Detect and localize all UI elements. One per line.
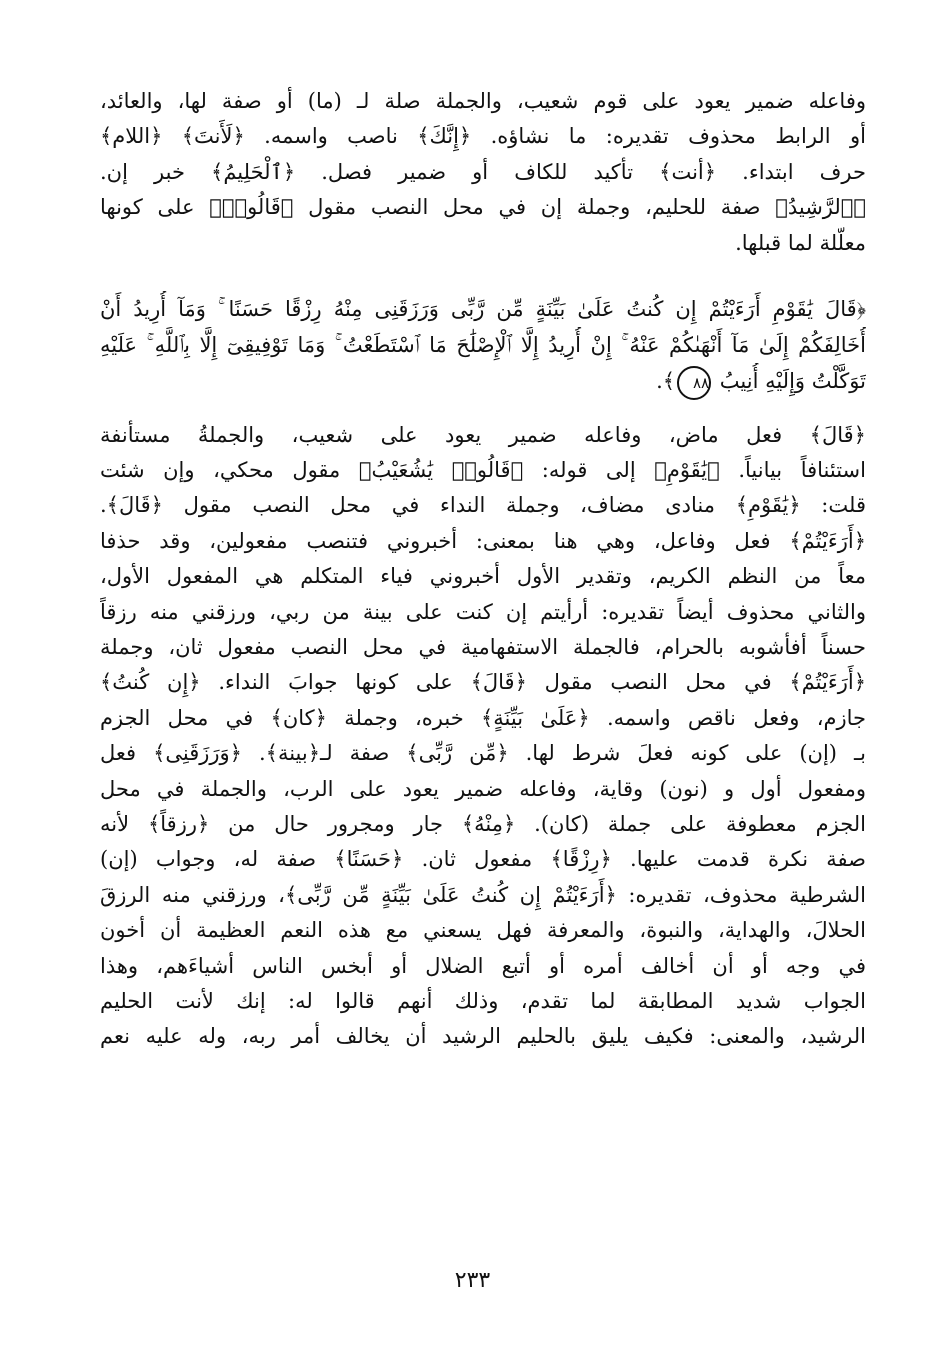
text-line: الحلالَ، والهداية، والنبوة، والمعرفة فهل يسعني مع هذه النعم العظيمة أن أخون	[100, 918, 866, 943]
text-line: ﴿أَرَءَيْتُمْ﴾ في محل النصب مقول ﴿قَالَ﴾ على كونها جوابَ النداء. ﴿إِن كُنتُ﴾	[100, 670, 866, 695]
text-line: الرشيد، والمعنى: فكيف يليق بالحليم الرشيد أن يخالف أمر ربه، وله عليه نعم	[100, 1024, 866, 1049]
text-line: جازم، وفعل ناقص واسمه. ﴿عَلَىٰ بَيِّنَةٍ﴾ خبره، وجملة ﴿كان﴾ في محل الجزم	[100, 705, 866, 730]
verse-number-marker: ٨٨	[677, 366, 711, 400]
text-line: ﴿قَالَ﴾ فعل ماض، وفاعله ضمير يعود على شعيب، والجملةُ مستأنفة	[100, 422, 866, 447]
verse-ending: ﴾.	[656, 369, 676, 394]
verse-line-text: تَوَكَّلْتُ وَإِلَيْهِ أُنِيبُ	[719, 369, 866, 394]
text-line: أو الرابط محذوف تقديره: ما نشاؤه. ﴿إِنَّكَ﴾ ناصب واسمه. ﴿لَأَنتَ﴾ ﴿اللام﴾	[100, 124, 866, 149]
text-line: ﴿أَرَءَيْتُمْ﴾ فعل وفاعل، وهي هنا بمعنى: أخبروني فتنصب مفعولين، وقد حذفا	[100, 528, 866, 553]
text-line: معاً من النظم الكريم، وتقدير الأول أخبروني فياء المتكلم هي المفعول الأول،	[100, 564, 866, 589]
text-line: الشرطية محذوف، تقديره: ﴿أَرَءَيْتُمْ إِن كُنتُ عَلَىٰ بَيِّنَةٍ مِّن رَّبِّى﴾، ورزقني منه الرزقَ	[100, 882, 866, 907]
text-line: الجزم معطوفة على جملة (كان). ﴿مِنْهُ﴾ جار ومجرور حال من ﴿رزقاً﴾ لأنه	[100, 812, 866, 836]
text-line: ﴿ٱلرَّشِيدُ﴾ صفة للحليم، وجملة إن في محل النصب مقول ﴿قَالُوا۟﴾ على كونها	[100, 195, 866, 220]
paragraph-1	[100, 84, 866, 261]
text-line: الجواب شديد المطابقة لما تقدم، وذلك أنهم قالوا له: إنك لأنت الحليم	[100, 989, 866, 1014]
text-line: بـ (إن) على كونه فعلَ شرط لها. ﴿مِّن رَّبِّى﴾ صفة لـ﴿بينة﴾. ﴿وَرَزَقَنِى﴾ فعل	[100, 741, 866, 766]
text-line: وفاعله ضمير يعود على قوم شعيب، والجملة صلة لـ (ما) أو صفة لها، والعائد،	[100, 89, 866, 113]
text-line: حسناً أفأشوبه بالحرام، فالجملة الاستفهامية في محل النصب مفعول ثان، وجملة	[100, 634, 866, 659]
verse-line-last	[100, 363, 866, 400]
paragraph-2	[100, 418, 866, 1055]
verse-line: ﴿قَالَ يَٰقَوْمِ أَرَءَيْتُمْ إِن كُنتُ عَلَىٰ بَيِّنَةٍ مِّن رَّبِّى وَرَزَقَنِى مِنْهُ رِزْقًا حَسَنًا ۚ وَمَآ أُرِيدُ أَنْ	[100, 297, 866, 322]
text-line: قلت: ﴿يَٰقَوْمِ﴾ منادى مضاف، وجملة النداء في محل النصب مقول ﴿قَالَ﴾.	[100, 493, 866, 518]
text-line: استئنافاً بيانياً. ﴿يَٰقَوْمِ﴾ إلى قوله: ﴿قَالُوا۟ يَٰشُعَيْبُ﴾ مقول محكي، وإن شئت	[100, 457, 866, 482]
text-line: والثاني محذوف أيضاً تقديره: أرأيتم إن كنت على بينة من ربي، ورزقني منه رزقاً	[100, 599, 866, 624]
text-line: صفة نكرة قدمت عليها. ﴿رِزْقًا﴾ مفعول ثان. ﴿حَسَنًا﴾ صفة له، وجواب (إن)	[100, 847, 866, 872]
text-line: ومفعول أول و (نون) وقاية، وفاعله ضمير يعود على الرب، والجملة في محل	[100, 776, 866, 801]
text-line: حرف ابتداء. ﴿أنت﴾ تأكيد للكاف أو ضمير فصل. ﴿ٱلْحَلِيمُ﴾ خبر إن.	[100, 159, 866, 184]
verse-line: أُخَالِفَكُمْ إِلَىٰ مَآ أَنْهَىٰكُمْ عَنْهُ ۚ إِنْ أُرِيدُ إِلَّا ٱلْإِصْلَٰحَ مَا ٱسْتَطَعْتُ ۚ وَمَا تَوْفِيقِىٓ إِلَّا بِٱللَّهِ ۚ عَلَيْهِ	[100, 333, 866, 358]
page-number: ٢٣٣	[454, 1268, 491, 1293]
quran-verse	[100, 291, 866, 400]
page-body	[100, 84, 866, 1055]
text-line: في وجه أو أن أخالف أمره أو أتبع الضلال أو أبخس الناس أشياءَهم، وهذا	[100, 953, 866, 978]
text-line: معلّلة لما قبلها.	[735, 230, 866, 255]
